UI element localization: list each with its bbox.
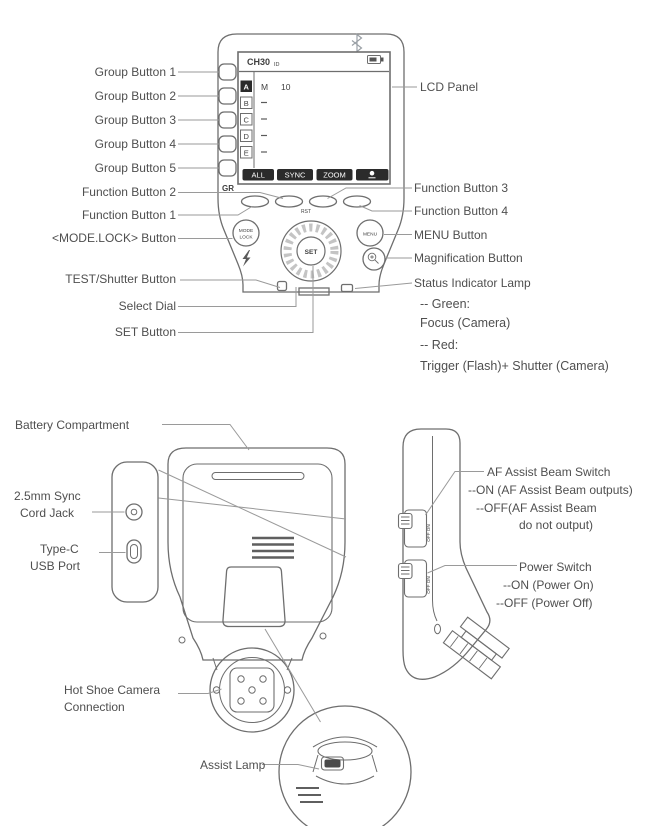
label-group-button-4: Group Button 4 (94, 137, 176, 151)
usb-c-port (127, 540, 141, 563)
note-status-green: -- Green: (420, 297, 471, 311)
lcd-row-dashes (261, 103, 267, 153)
label-set-button: SET Button (114, 325, 176, 339)
label-group-button-5: Group Button 5 (94, 161, 176, 175)
softkey-zoom-label: ZOOM (323, 170, 346, 180)
battery-compartment-cover (183, 464, 332, 622)
note-power-off: --OFF (Power Off) (496, 596, 593, 610)
lcd-channel-sub: ID (274, 62, 280, 68)
label-battery-compartment: Battery Compartment (15, 418, 130, 432)
test-shutter-button (278, 282, 287, 291)
note-status-red-desc: Trigger (Flash)+ Shutter (Camera) (420, 359, 609, 373)
hot-shoe-side (443, 615, 512, 679)
set-marking: SET (304, 248, 318, 256)
detail-hatch-lines (296, 788, 323, 802)
back-view-drawing (168, 448, 345, 732)
lcd-row-a-value: 10 (281, 82, 291, 92)
group-button-3 (219, 112, 236, 128)
sync-cord-jack (126, 504, 142, 520)
label-function-button-3: Function Button 3 (414, 181, 509, 195)
label-group-button-1: Group Button 1 (94, 65, 176, 79)
power-switch-marking: OFF ON (426, 576, 431, 594)
label-status-indicator-lamp: Status Indicator Lamp (414, 276, 531, 290)
label-group-button-3: Group Button 3 (94, 113, 176, 127)
gr-marking: GR (222, 184, 234, 193)
label-hot-shoe-line2: Connection (64, 700, 125, 714)
side-body-outline (403, 429, 490, 679)
status-indicator-lamp (342, 285, 353, 292)
label-sync-jack-line2: Cord Jack (20, 506, 75, 520)
label-function-button-1: Function Button 1 (81, 208, 176, 222)
label-sync-jack-line1: 2.5mm Sync (14, 489, 81, 503)
note-af-on: --ON (AF Assist Beam outputs) (468, 483, 633, 497)
function-button-3 (310, 196, 337, 207)
label-lcd-panel: LCD Panel (420, 80, 479, 94)
lcd-group-e: E (243, 148, 249, 158)
assist-lamp-detail (279, 706, 411, 826)
group-button-1 (219, 64, 236, 80)
label-af-switch: AF Assist Beam Switch (487, 465, 611, 479)
front-view-drawing (218, 34, 404, 295)
grip-ridges (252, 538, 294, 558)
note-status-green-desc: Focus (Camera) (420, 316, 511, 330)
function-button-1 (242, 196, 269, 207)
lcd-group-d: D (243, 131, 249, 141)
label-select-dial: Select Dial (118, 299, 176, 313)
note-status-red: -- Red: (420, 338, 459, 352)
label-function-button-4: Function Button 4 (414, 204, 509, 218)
label-magnification-button: Magnification Button (414, 251, 523, 265)
lcd-channel: CH30 (247, 57, 271, 67)
label-power-switch: Power Switch (519, 560, 592, 574)
note-power-on: --ON (Power On) (503, 578, 594, 592)
label-test-shutter-button: TEST/Shutter Button (65, 272, 176, 286)
menu-marking: MENU (362, 232, 378, 238)
mode-marking-1: MODE (238, 229, 254, 234)
label-assist-lamp: Assist Lamp (200, 758, 266, 772)
label-mode-lock-button: <MODE.LOCK> Button (51, 231, 176, 245)
label-usb-line2: USB Port (30, 559, 81, 573)
bluetooth-icon (352, 35, 362, 52)
lcd-row-a-mode: M (261, 82, 269, 92)
lcd-group-b: B (243, 98, 249, 108)
note-af-off-1: --OFF(AF Assist Beam (476, 501, 597, 515)
rst-marking: RST (301, 209, 311, 215)
lcd-group-a: A (243, 82, 249, 92)
label-usb-line1: Type-C (40, 542, 79, 556)
label-group-button-2: Group Button 2 (94, 89, 176, 103)
mode-marking-2: LOCK (239, 235, 253, 241)
af-switch-marking: OFF ON (426, 524, 431, 542)
battery-door-slot (212, 473, 304, 480)
group-button-5 (219, 160, 236, 176)
ports-side-view (112, 462, 158, 602)
group-button-4 (219, 136, 236, 152)
label-menu-button: MENU Button (414, 228, 488, 242)
battery-door (223, 567, 285, 627)
function-button-4 (344, 196, 371, 207)
label-function-button-2: Function Button 2 (81, 185, 176, 199)
label-hot-shoe-line1: Hot Shoe Camera (64, 683, 161, 697)
lightning-icon (243, 250, 251, 267)
group-button-2 (219, 88, 236, 104)
softkey-all-label: ALL (251, 170, 265, 180)
magnification-button (363, 248, 385, 270)
battery-icon (368, 56, 384, 64)
note-af-off-2: do not output) (519, 518, 594, 532)
softkey-sync-label: SYNC (284, 170, 306, 180)
lcd-group-c: C (243, 115, 249, 125)
